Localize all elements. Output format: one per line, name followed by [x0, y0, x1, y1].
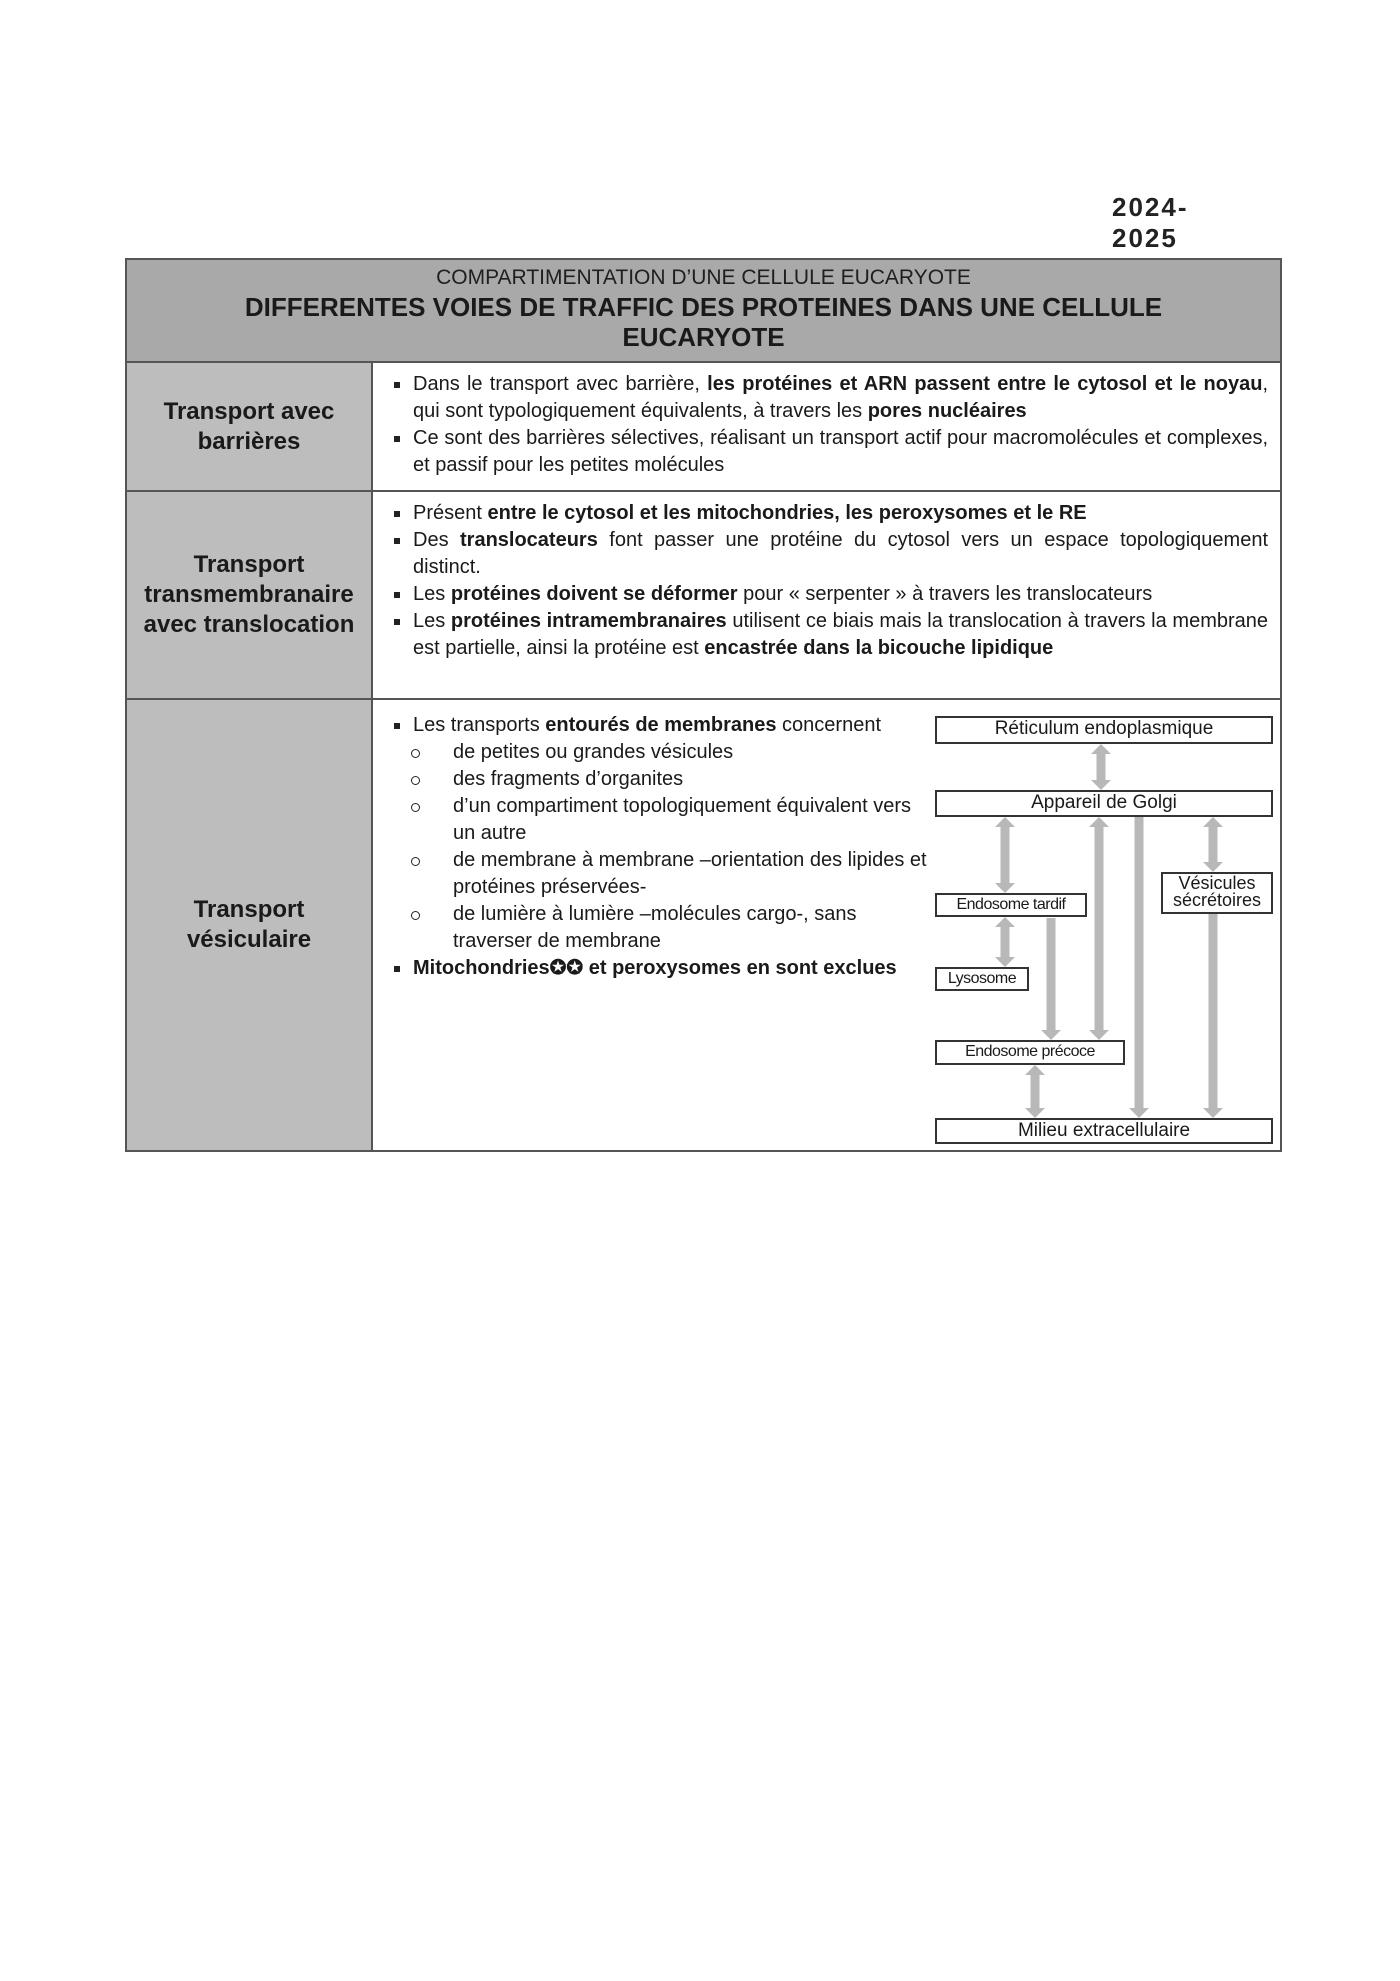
trafficking-table — [125, 258, 1282, 1152]
row-body — [375, 700, 1280, 1150]
row-heading: Transport vésiculaire — [127, 700, 373, 1150]
text-run: Présent — [413, 502, 488, 524]
bold-text: les protéines et ARN passent entre le cytosol et le noyau — [707, 373, 1263, 395]
arrow-re-golgi — [1091, 744, 1111, 790]
main-title: DIFFERENTES VOIES DE TRAFFIC DES PROTEINES DANS UNE CELLULE EUCARYOTE — [244, 292, 1163, 352]
row-body — [375, 363, 1280, 490]
text-run: utilisent ce biais mais la translocation à travers la membrane est partielle, ainsi la protéine est — [413, 610, 1269, 659]
sub-bullet-list — [391, 739, 929, 955]
bold-text: entourés de membranes — [545, 714, 777, 736]
vesicular-traffic-diagram — [935, 708, 1275, 1141]
box-reticulum-endoplasmique: Réticulum endoplasmique — [935, 716, 1273, 744]
diagram-arrows — [935, 708, 1275, 1138]
text-run: Ce sont des barrières sélectives, réalisant un transport actif pour macromolécules et complexes, et passif pour les petites molécules — [413, 427, 1268, 476]
text-run: font passer une protéine du cytosol vers un espace topologiquement distinct. — [413, 529, 1268, 578]
bold-text: protéines intramembranaires — [450, 610, 727, 632]
text-run: Des — [413, 529, 460, 551]
box-appareil-de-golgi: Appareil de Golgi — [935, 790, 1273, 817]
arrow-vesicules-milieu — [1203, 914, 1223, 1118]
box-vesicules-secretoires — [1161, 872, 1273, 914]
row-transport-vesiculaire — [127, 700, 1280, 1150]
list-item — [391, 712, 929, 739]
list-item — [391, 425, 1268, 479]
bold-text: entre le cytosol et les mitochondries, les peroxysomes et le RE — [487, 502, 1087, 524]
bold-text: encastrée dans la bicouche lipidique — [704, 637, 1054, 659]
bold-text: pores nucléaires — [867, 400, 1027, 422]
year-fragment: 2024-2025 — [1112, 192, 1189, 253]
text-run: Les — [413, 610, 451, 632]
bold-text: translocateurs — [460, 529, 598, 551]
list-item — [391, 371, 1268, 425]
row-heading: Transport transmembranaire avec translocation — [127, 492, 373, 698]
arrow-golgi-precoce — [1089, 817, 1109, 1040]
text-run: concernent — [776, 714, 882, 736]
text-run: Dans le transport avec barrière, — [413, 373, 708, 395]
arrow-golgi-milieu — [1129, 817, 1149, 1118]
text-run: pour « serpenter » à travers les translocateurs — [737, 583, 1153, 605]
vesicules-line2: sécrétoires — [1172, 890, 1262, 910]
sub-list-item: de membrane à membrane –orientation des lipides et protéines préservées- — [391, 847, 929, 901]
list-item — [391, 608, 1268, 662]
list-item — [391, 527, 1268, 581]
arrow-endosome-tardif-lysosome — [995, 917, 1015, 967]
bullet-list — [391, 500, 1268, 662]
row-transport-barrieres — [127, 363, 1280, 492]
text-run: Les transports — [413, 714, 546, 736]
bullet-list — [391, 371, 1268, 479]
box-endosome-tardif: Endosome tardif — [935, 893, 1087, 917]
arrow-golgi-vesicules — [1203, 817, 1223, 872]
bold-text: protéines doivent se déformer — [450, 583, 738, 605]
list-item — [391, 500, 1268, 527]
list-item — [391, 581, 1268, 608]
bold-text: Mitochondries✪✪ — [413, 957, 584, 979]
box-endosome-precoce: Endosome précoce — [935, 1040, 1125, 1065]
vesicules-line1: Vésicules — [1178, 873, 1256, 893]
row-transport-translocation — [127, 492, 1280, 700]
text-run: Les — [413, 583, 451, 605]
box-milieu-extracellulaire: Milieu extracellulaire — [935, 1118, 1273, 1144]
arrow-golgi-endosome-tardif — [995, 817, 1015, 893]
arrow-precoce-milieu — [1025, 1065, 1045, 1118]
sub-list-item: de lumière à lumière –molécules cargo-, sans traverser de membrane — [391, 901, 929, 955]
row-body — [375, 492, 1280, 698]
sub-list-item: d’un compartiment topologiquement équivalent vers un autre — [391, 793, 929, 847]
supertitle: COMPARTIMENTATION D’UNE CELLULE EUCARYOTE — [436, 266, 971, 289]
vesicular-text — [391, 712, 929, 982]
bullet-list — [391, 712, 929, 739]
sub-list-item: des fragments d’organites — [391, 766, 929, 793]
bold-text: et peroxysomes en sont exclues — [583, 957, 897, 979]
title-band — [127, 260, 1280, 363]
box-lysosome: Lysosome — [935, 967, 1029, 991]
arrow-precoce-tardif — [1041, 918, 1061, 1040]
bullet-list-after — [391, 955, 929, 982]
row-heading: Transport avec barrières — [127, 363, 373, 490]
sub-list-item: de petites ou grandes vésicules — [391, 739, 929, 766]
text-run: , qui sont typologiquement équivalents, à travers les — [413, 373, 1269, 422]
list-item — [391, 955, 929, 982]
